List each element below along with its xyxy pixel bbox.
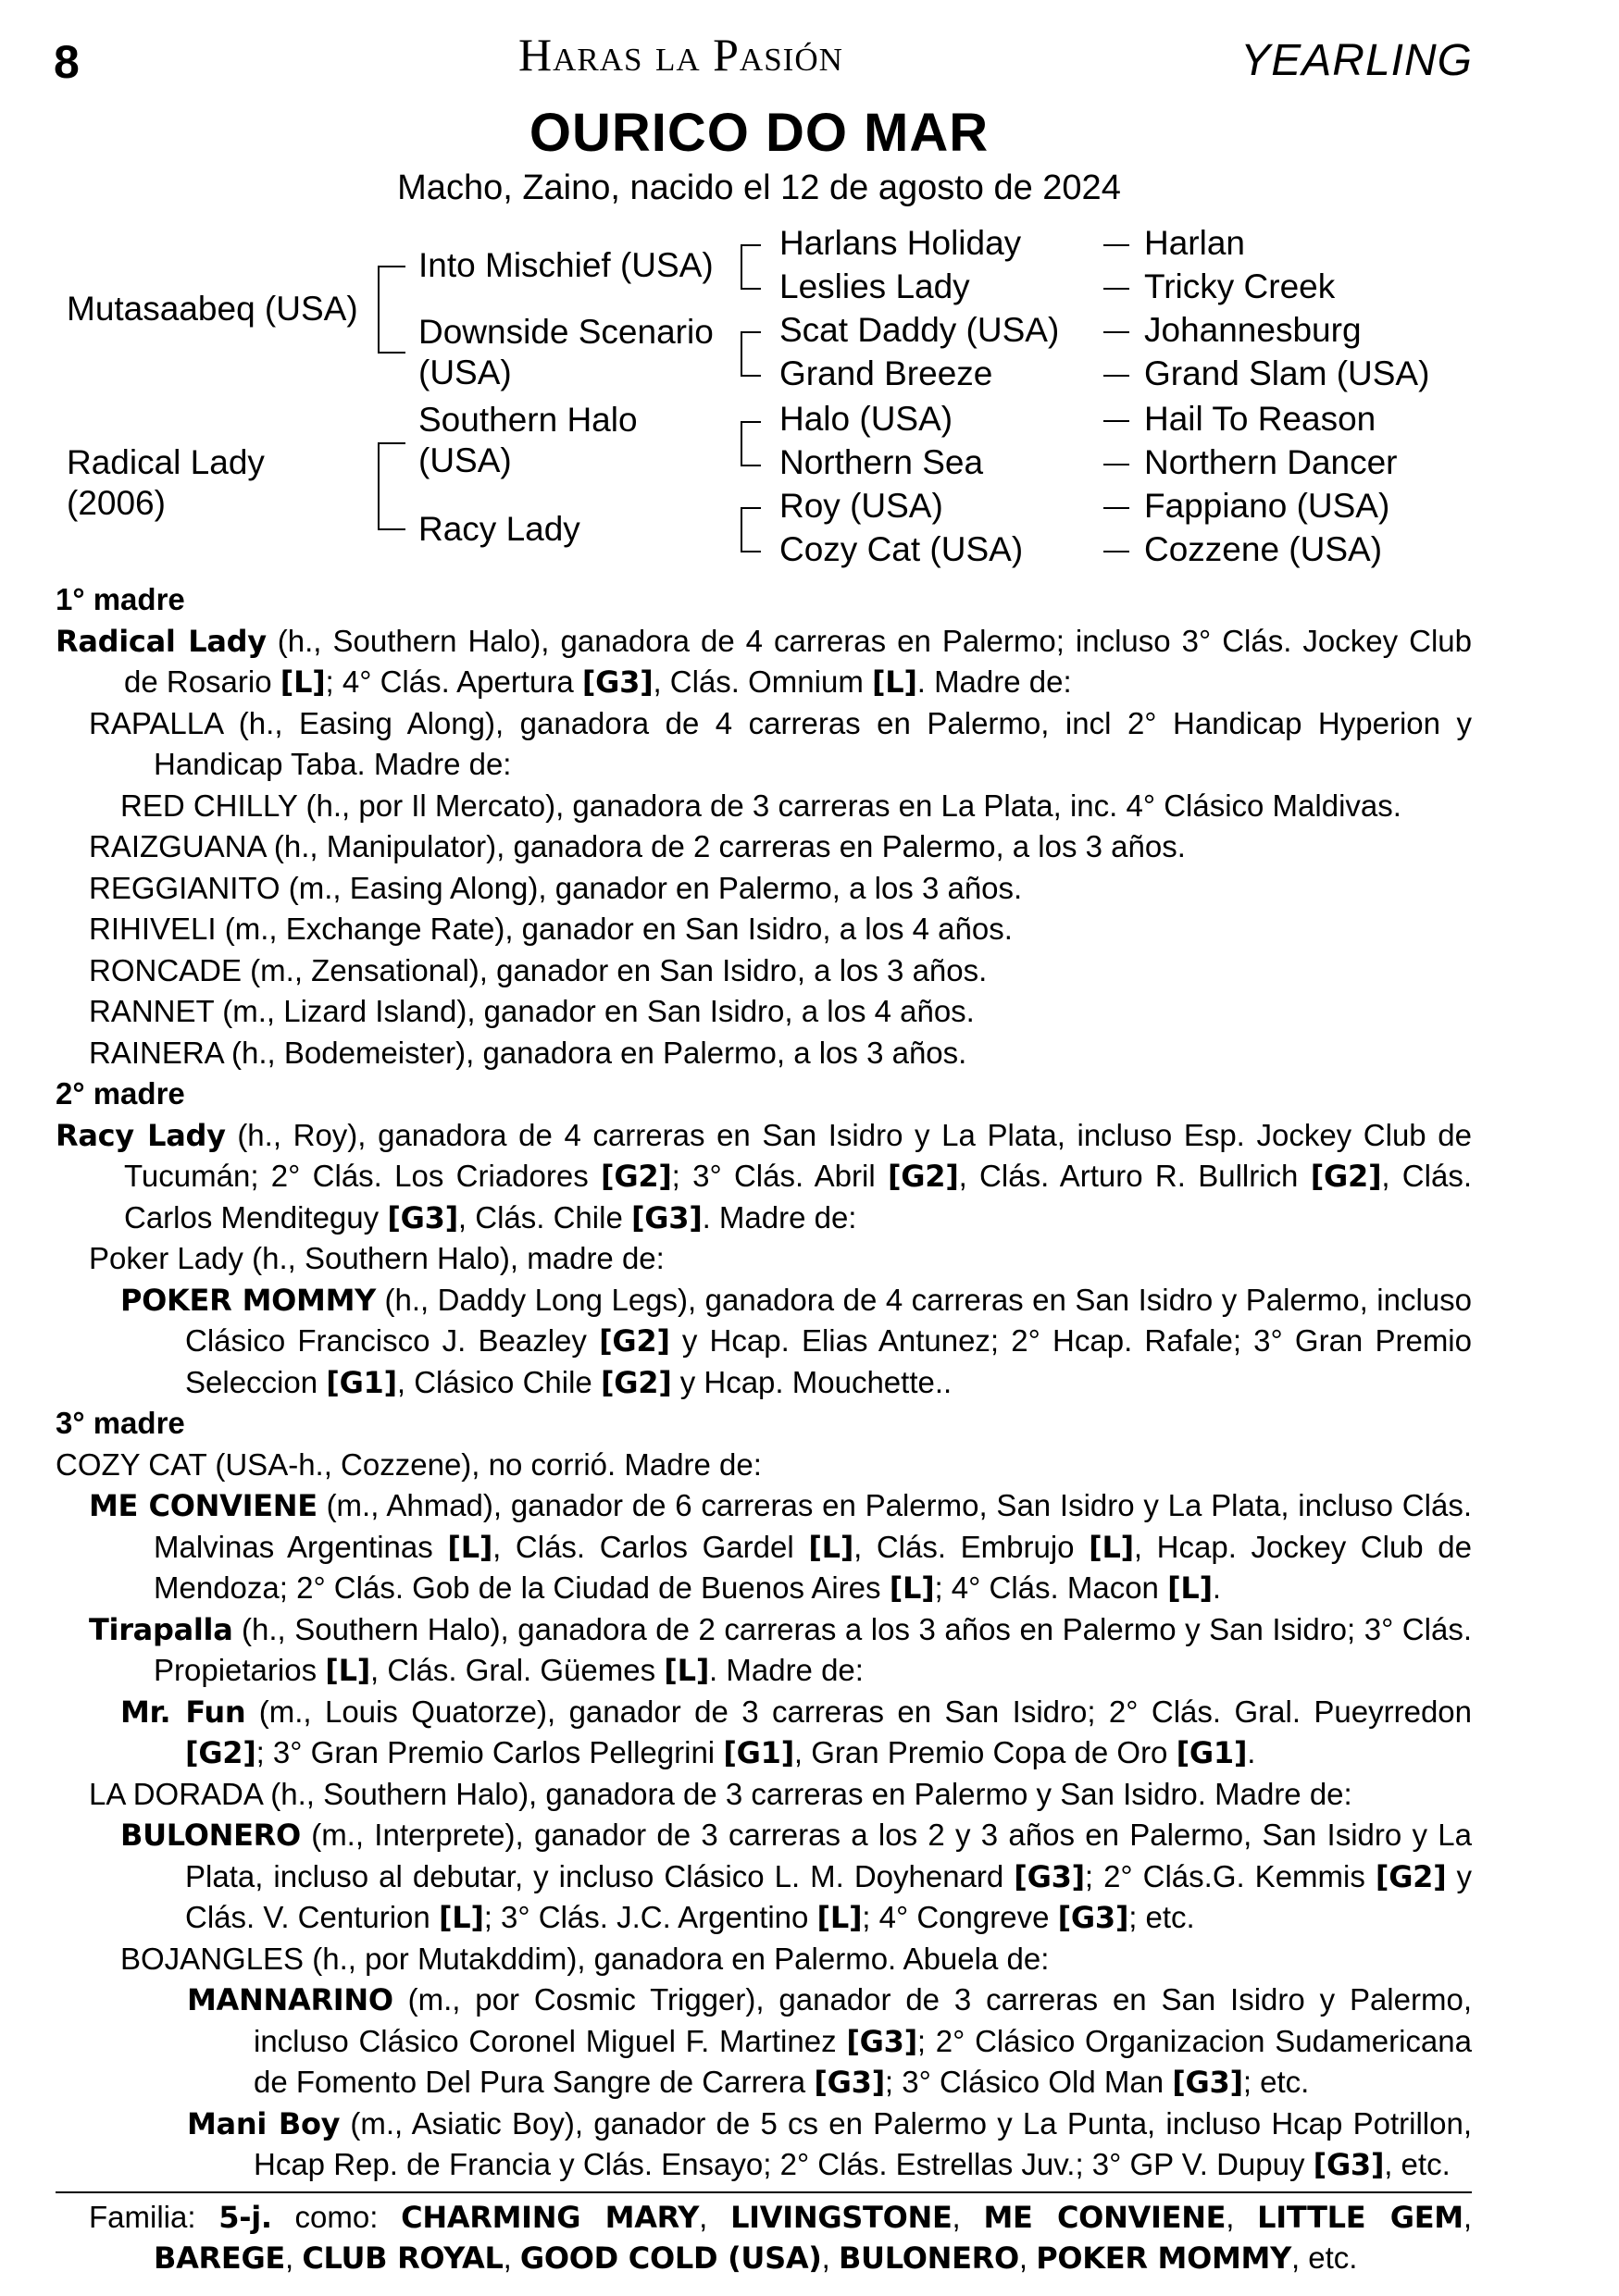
- text: ; 2° Clásico Organizacion Sudamericana de Fomento Del Pura Sangre de Carrera: [254, 2023, 1472, 2099]
- bracket-tick: [741, 421, 761, 423]
- pedigree-dash: [1103, 420, 1129, 422]
- produce-bulonero: [56, 1815, 1472, 1939]
- bracket: [741, 331, 742, 376]
- produce-mani-boy: [56, 2104, 1472, 2186]
- pedigree-gen3-1: Harlans Holiday: [779, 224, 1022, 262]
- text: (h., Southern Halo), ganadora de 4 carreras en Palermo; incluso 3° Clás. Jockey Club de Rosario: [124, 623, 1472, 699]
- produce-bojangles: BOJANGLES (h., por Mutakddim), ganadora en Palermo. Abuela de:: [120, 1941, 1050, 1976]
- bracket: [741, 507, 742, 552]
- horse-name-bold: MANNARINO: [187, 1982, 393, 2017]
- grade-badge: [G3]: [1313, 2147, 1385, 2182]
- first-dam-entry: [56, 621, 1472, 703]
- produce-entry: RAIZGUANA (h., Manipulator), ganadora de 2 carreras en Palermo, a los 3 años.: [89, 829, 1186, 863]
- pedigree-gen4-6: Northern Dancer: [1144, 443, 1398, 481]
- text: ,: [284, 2240, 303, 2275]
- text: ; 3° Gran Premio Carlos Pellegrini: [255, 1735, 724, 1769]
- pedigree-gen4-8: Cozzene (USA): [1144, 530, 1383, 568]
- grade-badge: [L]: [325, 1653, 371, 1688]
- pedigree-gen3-3: Scat Daddy (USA): [779, 311, 1060, 349]
- bracket-tick: [741, 244, 761, 246]
- horse-name-bold: Mr. Fun: [120, 1694, 246, 1730]
- text: ,: [503, 2240, 520, 2275]
- family-member: CLUB ROYAL: [302, 2240, 504, 2276]
- pedigree-gen3-8: Cozy Cat (USA): [779, 530, 1024, 568]
- text: (m., Ahmad), ganador de 6 carreras en Palermo, San Isidro y La Plata, incluso Clás. Malvinas Argentinas: [154, 1488, 1472, 1564]
- pedigree-sire-sire: Into Mischief (USA): [418, 246, 714, 284]
- text: ; 4° Clás. Apertura: [325, 664, 582, 699]
- grade-badge: [G2]: [1310, 1159, 1382, 1194]
- bracket-tick: [741, 331, 761, 333]
- text: (m., Louis Quatorze), ganador de 3 carreras en San Isidro; 2° Clás. Gral. Pueyrredon: [245, 1694, 1473, 1729]
- third-dam-intro: COZY CAT (USA-h., Cozzene), no corrió. Madre de:: [56, 1446, 762, 1482]
- family-member: ME CONVIENE: [983, 2199, 1227, 2235]
- horse-name-bold: BULONERO: [120, 1818, 301, 1853]
- produce-entry: REGGIANITO (m., Easing Along), ganador en Palermo, a los 3 años.: [89, 870, 1023, 905]
- grade-badge: [G2]: [601, 1159, 672, 1194]
- produce-mannarino: [56, 1980, 1472, 2104]
- bracket: [741, 421, 742, 465]
- pedigree-dam-name: Radical Lady: [67, 443, 265, 481]
- text: . Madre de:: [709, 1653, 864, 1687]
- grade-badge: [L]: [438, 1900, 484, 1935]
- pedigree-dam-year: (2006): [67, 484, 166, 522]
- grade-badge: [G3]: [814, 2065, 885, 2100]
- text: , etc.: [1384, 2147, 1451, 2181]
- text: ,: [1463, 2199, 1472, 2234]
- family-member: BAREGE: [154, 2240, 285, 2276]
- bracket: [741, 244, 742, 289]
- text: , Hcap. Jockey Club de Mendoza; 2° Clás. Gob de la Ciudad de Buenos Aires: [154, 1529, 1472, 1605]
- grade-badge: [G3]: [1172, 2065, 1243, 2100]
- pedigree-gen4-1: Harlan: [1144, 224, 1245, 262]
- pedigree-dash: [1103, 244, 1129, 246]
- horse-name-bold: Tirapalla: [89, 1611, 233, 1647]
- grade-badge: [G3]: [630, 1199, 703, 1235]
- pedigree-gen3-6: Northern Sea: [779, 443, 984, 481]
- pedigree-gen4-5: Hail To Reason: [1144, 400, 1376, 438]
- grade-badge: [G2]: [599, 1323, 670, 1359]
- bracket-tick: [378, 352, 405, 354]
- produce-entry: RAINERA (h., Bodemeister), ganadora en Palermo, a los 3 años.: [89, 1035, 967, 1070]
- grade-badge: [G3]: [581, 664, 654, 700]
- grade-badge: [L]: [816, 1900, 863, 1935]
- grade-badge: [G2]: [887, 1159, 959, 1194]
- pedigree-gen3-4: Grand Breeze: [779, 354, 993, 392]
- grade-badge: [G2]: [185, 1735, 256, 1770]
- grade-badge: [L]: [889, 1570, 935, 1606]
- family-member: POKER MOMMY: [1036, 2240, 1291, 2276]
- text: ,: [1018, 2240, 1037, 2275]
- text: , Clás. Carlos Menditeguy: [124, 1159, 1472, 1235]
- pedigree-gen4-3: Johannesburg: [1144, 311, 1362, 349]
- first-dam-heading: 1° madre: [56, 582, 185, 616]
- text: como:: [271, 2199, 402, 2234]
- text: ; 2° Clás.G. Kemmis: [1084, 1858, 1376, 1893]
- text: ; 3° Clás. Abril: [671, 1159, 888, 1193]
- third-dam-heading: 3° madre: [56, 1406, 185, 1440]
- grade-badge: [G1]: [1176, 1735, 1248, 1770]
- pedigree-gen3-7: Roy (USA): [779, 487, 943, 525]
- family-member: GOOD COLD (USA): [519, 2240, 822, 2276]
- pedigree-gen3-5: Halo (USA): [779, 400, 953, 438]
- text: ; 3° Clásico Old Man: [884, 2065, 1173, 2099]
- bracket: [378, 442, 380, 529]
- text: (h., Daddy Long Legs), ganadora de 4 carreras en San Isidro y Palermo, incluso Clásico Francisco J. Beazley: [185, 1282, 1473, 1358]
- bracket: [378, 266, 380, 353]
- horse-name-bold: POKER MOMMY: [120, 1282, 377, 1318]
- second-dam-heading: 2° madre: [56, 1076, 185, 1111]
- text: ,: [699, 2199, 731, 2234]
- produce-poker-lady: Poker Lady (h., Southern Halo), madre de:: [89, 1241, 665, 1275]
- produce-poker-mommy: [56, 1280, 1472, 1404]
- grade-badge: [G3]: [846, 2023, 917, 2059]
- produce-la-dorada: LA DORADA (h., Southern Halo), ganadora de 3 carreras en Palermo y San Isidro. Madre de:: [89, 1776, 1352, 1811]
- pedigree-dash: [1103, 288, 1129, 290]
- text: ; 4° Congreve: [862, 1900, 1058, 1934]
- produce-tirapalla: [56, 1609, 1472, 1692]
- text: (m., Interprete), ganador de 3 carreras a los 2 y 3 años en Palermo, San Isidro y La Plata, incluso al debutar, y incluso Clásico L. M. Doyhenard: [185, 1818, 1472, 1893]
- pedigree-dash: [1103, 375, 1129, 377]
- second-dam-entry: [56, 1115, 1472, 1239]
- farm-name: Haras la Pasión: [518, 29, 843, 81]
- text: y Hcap. Elias Antunez; 2° Hcap. Rafale; 3° Gran Premio Seleccion: [185, 1323, 1472, 1399]
- family-label: Familia:: [89, 2199, 219, 2234]
- pedigree-gen4-2: Tricky Creek: [1144, 267, 1336, 305]
- text: (h., Southern Halo), ganadora de 2 carreras a los 3 años en Palermo y San Isidro; 3° Clás. Propietarios: [154, 1611, 1472, 1687]
- text: ,: [821, 2240, 839, 2275]
- pedigree-dash: [1103, 331, 1129, 333]
- bracket-tick: [378, 528, 405, 530]
- pedigree-gen3-2: Leslies Lady: [779, 267, 970, 305]
- text: , Clás. Gral. Güemes: [370, 1653, 665, 1687]
- produce-rapalla: RAPALLA (h., Easing Along), ganadora de 4 carreras en Palermo, incl 2° Handicap Hyperion y Handicap Taba. Madre de:: [89, 705, 1472, 781]
- text: . Madre de:: [916, 664, 1072, 699]
- bracket-tick: [741, 288, 761, 290]
- text: , etc.: [1290, 2240, 1358, 2275]
- pedigree-sire: Mutasaabeq (USA): [67, 290, 358, 328]
- family-line: [56, 2197, 1472, 2279]
- text: ; 3° Clás. J.C. Argentino: [483, 1900, 817, 1934]
- text: y Hcap. Mouchette..: [671, 1364, 953, 1399]
- text: (m., por Cosmic Trigger), ganador de 3 carreras en San Isidro y Palermo, incluso Clásico Coronel Miguel F. Martinez: [254, 1982, 1472, 2058]
- produce-entry: RONCADE (m., Zensational), ganador en San Isidro, a los 3 años.: [89, 952, 988, 987]
- grade-badge: [G3]: [1057, 1900, 1129, 1935]
- grade-badge: [G1]: [723, 1735, 794, 1770]
- text: , Clás. Omnium: [653, 664, 872, 699]
- text: ; 4° Clás. Macon: [934, 1570, 1168, 1605]
- text: , Clás. Arturo R. Bullrich: [958, 1159, 1311, 1193]
- pedigree-dash: [1103, 551, 1129, 552]
- grade-badge: [L]: [808, 1529, 854, 1565]
- family-member: LIVINGSTONE: [730, 2199, 953, 2235]
- pedigree-dash: [1103, 507, 1129, 509]
- text: , Clásico Chile: [396, 1364, 601, 1399]
- bracket-tick: [378, 442, 405, 444]
- text: ; etc.: [1242, 2065, 1310, 2099]
- family-number: 5-j.: [218, 2199, 272, 2235]
- grade-badge: [G3]: [387, 1199, 458, 1235]
- pedigree-sire-dam: Downside Scenario (USA): [418, 313, 714, 391]
- grade-badge: [L]: [1089, 1529, 1134, 1565]
- bracket-tick: [378, 266, 405, 267]
- pedigree-dam-sire: Southern Halo (USA): [418, 401, 638, 479]
- produce-me-conviene: [56, 1485, 1472, 1609]
- text: , Gran Premio Copa de Oro: [793, 1735, 1177, 1769]
- text: ; etc.: [1128, 1900, 1195, 1934]
- text: , Clás. Carlos Gardel: [492, 1529, 809, 1564]
- produce-entry: RIHIVELI (m., Exchange Rate), ganador en San Isidro, a los 4 años.: [89, 912, 1013, 946]
- grade-badge: [L]: [1167, 1570, 1213, 1606]
- horse-name: OURICO DO MAR: [529, 103, 990, 163]
- bracket-tick: [741, 375, 761, 377]
- grade-badge: [L]: [280, 664, 326, 700]
- text: , Clás. Embrujo: [853, 1529, 1090, 1564]
- family-member: CHARMING MARY: [401, 2199, 700, 2235]
- pedigree-dam-dam: Racy Lady: [418, 510, 580, 548]
- horse-description: Macho, Zaino, nacido el 12 de agosto de 2024: [397, 168, 1121, 207]
- family-member: BULONERO: [838, 2240, 1019, 2276]
- bracket-tick: [741, 551, 761, 552]
- horse-name-bold: Mani Boy: [187, 2105, 341, 2141]
- category-label: YEARLING: [1240, 36, 1473, 85]
- text: (m., Asiatic Boy), ganador de 5 cs en Palermo y La Punta, incluso Hcap Potrillon, Hcap Rep. de Francia y Clás. Ensayo; 2° Clás. Estrellas Juv.; 3° GP V. Dupuy: [254, 2105, 1472, 2181]
- text: (h., Roy), ganadora de 4 carreras en San Isidro y La Plata, incluso Esp. Jockey Club de Tucumán; 2° Clás. Los Criadores: [124, 1117, 1472, 1193]
- produce-entry: RANNET (m., Lizard Island), ganador en San Isidro, a los 4 años.: [89, 994, 975, 1028]
- text: , Clás. Chile: [457, 1199, 631, 1235]
- grade-badge: [G2]: [1375, 1858, 1447, 1894]
- produce-red-chilly: RED CHILLY (h., por Il Mercato), ganadora de 3 carreras en La Plata, inc. 4° Clásico Maldivas.: [120, 788, 1401, 823]
- bracket-tick: [741, 465, 761, 466]
- produce-record: [56, 579, 1472, 2279]
- produce-mr-fun: [56, 1692, 1472, 1774]
- text: . Madre de:: [702, 1199, 857, 1235]
- horse-name-bold: Radical Lady: [56, 623, 267, 659]
- text: .: [1212, 1570, 1221, 1605]
- family-member: LITTLE GEM: [1257, 2199, 1463, 2235]
- text: ,: [1226, 2199, 1258, 2234]
- grade-badge: [G1]: [326, 1364, 397, 1400]
- grade-badge: [L]: [447, 1529, 493, 1565]
- lot-number: 8: [54, 36, 80, 88]
- grade-badge: [G3]: [1014, 1858, 1085, 1894]
- text: y Clás. V. Centurion: [185, 1858, 1473, 1934]
- grade-badge: [L]: [871, 664, 917, 700]
- pedigree-gen4-4: Grand Slam (USA): [1144, 354, 1430, 392]
- horse-name-bold: ME CONVIENE: [89, 1488, 318, 1523]
- bracket-tick: [741, 507, 761, 509]
- pedigree-gen4-7: Fappiano (USA): [1144, 487, 1390, 525]
- horse-name-bold: Racy Lady: [56, 1117, 226, 1153]
- divider: [56, 2191, 1472, 2193]
- pedigree-dash: [1103, 464, 1129, 465]
- grade-badge: [L]: [664, 1653, 710, 1688]
- text: .: [1247, 1735, 1256, 1769]
- text: ,: [952, 2199, 984, 2234]
- grade-badge: [G2]: [600, 1364, 672, 1400]
